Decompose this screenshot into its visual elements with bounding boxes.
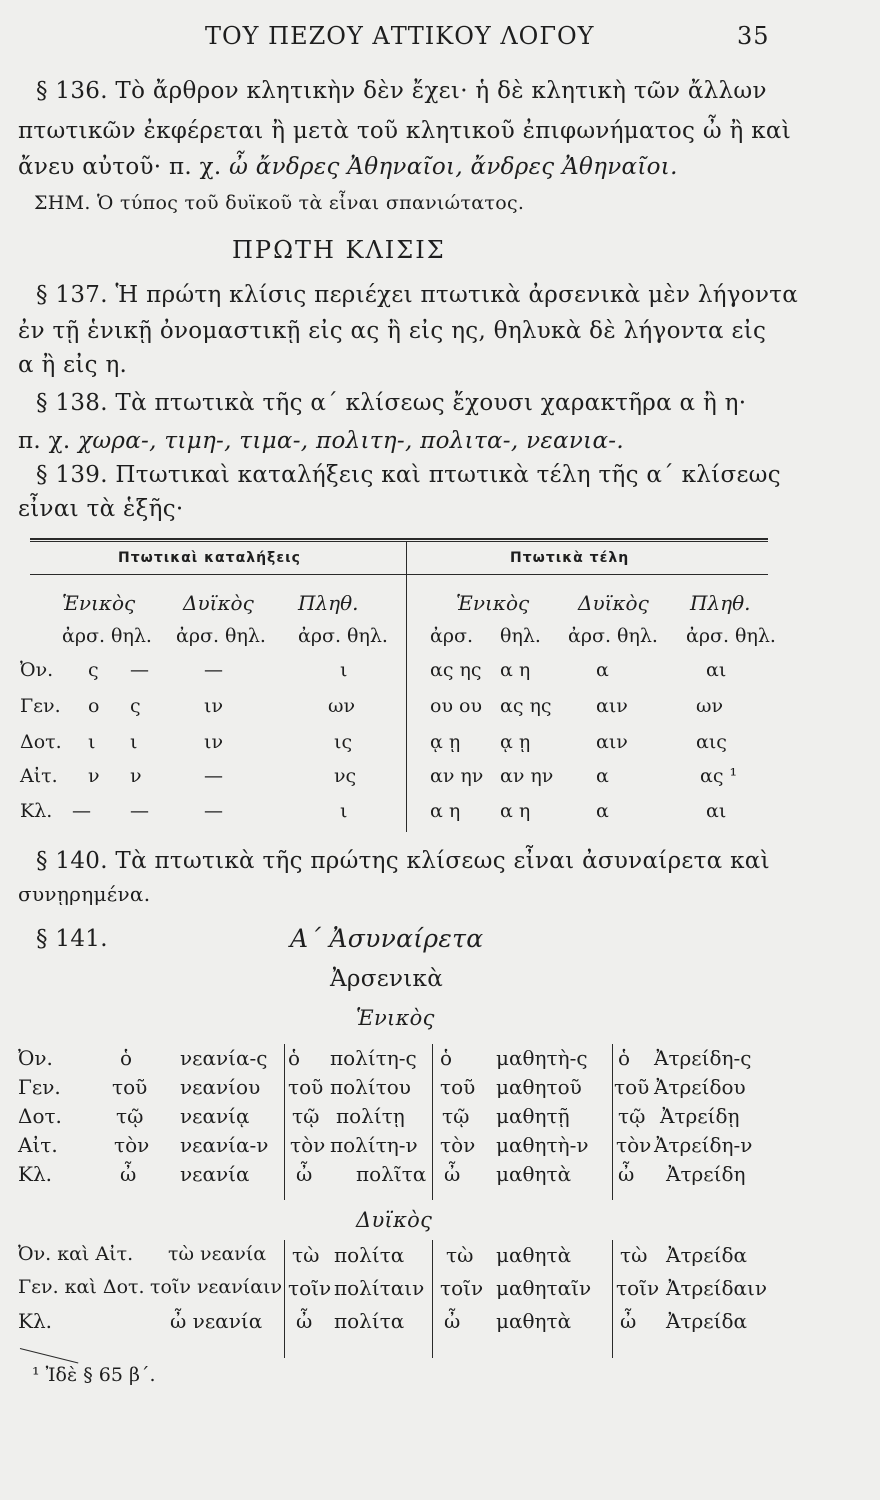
s141-title: Α΄ Ἀσυναίρετα (290, 924, 484, 953)
noun-form: νεανίου (180, 1075, 261, 1099)
page-number: 35 (737, 22, 770, 50)
article: ὁ (288, 1046, 301, 1070)
paradigm-dual-divider-1 (284, 1240, 285, 1358)
noun-form: νεανία (180, 1162, 250, 1186)
heading-first-declension: ΠΡΩΤΗ ΚΛΙΣΙΣ (232, 236, 446, 264)
table-cell: α (596, 659, 609, 681)
paradigm-divider-2 (432, 1044, 433, 1200)
s138-line2: π. χ. χωρα-, τιμη-, τιμα-, πολιτη-, πολιτα-, νεανια-. (18, 428, 624, 454)
table-cell: ι (88, 731, 96, 753)
case-label: Γεν. (20, 695, 61, 717)
s136-line2: πτωτικῶν ἐκφέρεται ἢ μετὰ τοῦ κλητικοῦ ἐπιφωνήματος ὦ ἢ καὶ (18, 118, 792, 144)
case-label: Αἰτ. (20, 765, 58, 787)
s136-note: ΣΗΜ. Ὁ τύπος τοῦ δυϊκοῦ τὰ εἶναι σπανιώτατος. (34, 192, 525, 214)
endings-right-title: Πτωτικὰ τέλη (510, 550, 630, 566)
noun-form: Ἀτρείδη-ν (654, 1133, 753, 1157)
article: τὼ (292, 1243, 320, 1267)
article: τοῦ (614, 1075, 650, 1099)
noun-form: νεανία-ν (180, 1133, 269, 1157)
article: ὁ (120, 1046, 133, 1070)
noun-form: τὼ νεανία (168, 1243, 267, 1265)
s137-line2: ἐν τῇ ἑνικῇ ὀνομαστικῇ εἰς ας ἢ εἰς ης, θηλυκὰ δὲ λήγοντα εἰς (18, 318, 767, 344)
s139-line1: § 139. Πτωτικαὶ καταλήξεις καὶ πτωτικὰ τέλη τῆς α΄ κλίσεως (36, 462, 781, 488)
right-number-dual: Δυϊκὸς (578, 591, 649, 615)
noun-form: μαθητὴ-ν (496, 1133, 589, 1157)
table-cell: ν (88, 765, 100, 787)
s137-line1: § 137. Ἡ πρώτη κλίσις περιέχει πτωτικὰ ἀρσενικὰ μὲν λήγοντα (36, 282, 799, 308)
article: ὦ (444, 1162, 461, 1186)
s137-line3: α ἢ εἰς η. (18, 352, 128, 378)
noun-form: μαθηταῖν (496, 1276, 592, 1300)
table-cell: ο (88, 695, 100, 717)
paradigm-dual-divider-3 (612, 1240, 613, 1358)
noun-form: μαθητοῦ (496, 1075, 582, 1099)
noun-form: Ἀτρείδα (666, 1309, 748, 1333)
right-gender-2: θηλ. (500, 625, 541, 647)
noun-form: μαθητὰ (496, 1162, 572, 1186)
table-cell: ων (328, 695, 356, 717)
article: τοῦ (288, 1075, 324, 1099)
table-cell: α η (500, 659, 531, 681)
table-cell: α η (500, 800, 531, 822)
noun-form: πολίτου (330, 1075, 411, 1099)
table-cell: — (130, 800, 149, 822)
table-cell: αν ην (500, 765, 554, 787)
paradigm-divider-3 (612, 1044, 613, 1200)
noun-form: Ἀτρείδου (654, 1075, 746, 1099)
noun-form: Ἀτρείδαιν (666, 1276, 768, 1300)
article: τὼ (620, 1243, 648, 1267)
table-divider (406, 542, 407, 832)
table-cell: ων (696, 695, 724, 717)
table-cell: ι (340, 659, 348, 681)
article: τῷ (442, 1104, 470, 1128)
case-label: Κλ. (18, 1162, 52, 1186)
endings-left-title: Πτωτικαὶ καταλήξεις (118, 550, 301, 566)
table-cell: α (596, 765, 609, 787)
table-top-rule-thin (30, 541, 768, 542)
table-cell: ᾳ ῃ (500, 731, 531, 753)
right-number-singular: Ἑνικὸς (456, 591, 530, 615)
case-label: Δοτ. (18, 1104, 62, 1128)
table-cell: — (72, 800, 91, 822)
noun-form: Ἀτρείδη (666, 1162, 746, 1186)
article: ὦ (618, 1162, 635, 1186)
s141-dual-label: Δυϊκὸς (356, 1208, 433, 1232)
left-gender-1: ἀρσ. θηλ. (62, 625, 152, 647)
article: τῷ (292, 1104, 320, 1128)
article: τοῖν (616, 1276, 660, 1300)
table-cell: ν (130, 765, 142, 787)
article: τοῦ (112, 1075, 148, 1099)
case-label: Κλ. (18, 1309, 52, 1333)
article: ὁ (440, 1046, 453, 1070)
table-cell: αι (706, 800, 727, 822)
noun-form: νεανίᾳ (180, 1104, 250, 1128)
article: τὸν (616, 1133, 652, 1157)
noun-form: Ἀτρείδη-ς (654, 1046, 752, 1070)
table-cell: — (204, 659, 223, 681)
table-cell: — (130, 659, 149, 681)
case-label: Γεν. (18, 1075, 61, 1099)
article: τὸν (290, 1133, 326, 1157)
noun-form: πολίτῃ (336, 1104, 405, 1128)
noun-form: ὦ νεανία (170, 1309, 263, 1333)
noun-form: Ἀτρείδῃ (660, 1104, 740, 1128)
table-cell: νς (334, 765, 357, 787)
noun-form: μαθητὰ (496, 1309, 572, 1333)
table-cell: α η (430, 800, 461, 822)
s141-singular-label: Ἑνικὸς (356, 1006, 435, 1030)
right-gender-3: ἀρσ. θηλ. (568, 625, 658, 647)
paradigm-dual-divider-2 (432, 1240, 433, 1358)
table-cell: ι (130, 731, 138, 753)
case-label: Αἰτ. (18, 1133, 58, 1157)
case-label: Ὀν. καὶ Αἰτ. (18, 1243, 134, 1265)
article: ὁ (618, 1046, 631, 1070)
article: τὼ (446, 1243, 474, 1267)
table-cell: ι (340, 800, 348, 822)
case-label: Κλ. (20, 800, 53, 822)
left-number-dual: Δυϊκὸς (183, 591, 254, 615)
table-cell: ας ης (500, 695, 552, 717)
article: ὦ (296, 1162, 313, 1186)
table-cell: ας ης (430, 659, 482, 681)
article: τῷ (618, 1104, 646, 1128)
article: τοῦ (440, 1075, 476, 1099)
noun-form: μαθητὰ (496, 1243, 572, 1267)
s140-line2: συνῃρημένα. (18, 882, 151, 906)
article: ὦ (620, 1309, 637, 1333)
article: τὸν (440, 1133, 476, 1157)
table-cell: ου ου (430, 695, 483, 717)
article: ὦ (296, 1309, 313, 1333)
table-cell: α (596, 800, 609, 822)
noun-form: πολίτα (334, 1243, 405, 1267)
s139-line2: εἶναι τὰ ἑξῆς· (18, 496, 184, 522)
noun-form: νεανία-ς (180, 1046, 268, 1070)
article: τοῖν (440, 1276, 484, 1300)
table-cell: αι (706, 659, 727, 681)
s136-line1: § 136. Τὸ ἄρθρον κλητικὴν δὲν ἔχει· ἡ δὲ κλητικὴ τῶν ἄλλων (36, 78, 767, 104)
case-label: Ὀν. (20, 659, 54, 681)
s140-line1: § 140. Τὰ πτωτικὰ τῆς πρώτης κλίσεως εἶναι ἀσυναίρετα καὶ (36, 848, 770, 874)
case-label: Ὀν. (18, 1046, 53, 1070)
footnote-rule (20, 1348, 78, 1363)
left-number-singular: Ἑνικὸς (62, 591, 136, 615)
article: τὸν (114, 1133, 150, 1157)
right-gender-1: ἀρσ. (430, 625, 474, 647)
table-cell: ιν (204, 695, 223, 717)
table-cell: αν ην (430, 765, 484, 787)
article: τοῖν (288, 1276, 332, 1300)
noun-form: πολῖτα (356, 1162, 427, 1186)
article: τῷ (116, 1104, 144, 1128)
footnote: ¹ Ἰδὲ § 65 β΄. (32, 1364, 156, 1386)
table-top-rule (30, 538, 768, 540)
noun-form: τοῖν νεανίαιν (150, 1276, 283, 1298)
running-header: ΤΟΥ ΠΕΖΟΥ ΑΤΤΙΚΟΥ ΛΟΓΟΥ (205, 22, 595, 50)
noun-form: πολίτα (334, 1309, 405, 1333)
table-cell: ς (130, 695, 141, 717)
noun-form: πολίτη-ς (330, 1046, 417, 1070)
table-cell: ς (88, 659, 99, 681)
noun-form: Ἀτρείδα (666, 1243, 748, 1267)
s141-number: § 141. (36, 926, 108, 952)
article: ὦ (120, 1162, 137, 1186)
table-cell: αιν (596, 731, 628, 753)
table-cell: αιν (596, 695, 628, 717)
left-gender-3: ἀρσ. θηλ. (298, 625, 388, 647)
table-header-rule (30, 574, 768, 575)
table-cell: ιν (204, 731, 223, 753)
table-cell: αις (696, 731, 727, 753)
noun-form: μαθητὴ-ς (496, 1046, 588, 1070)
table-cell: ᾳ ῃ (430, 731, 461, 753)
s136-line3: ἄνευ αὐτοῦ· π. χ. ὦ ἄνδρες Ἀθηναῖοι, ἄνδρες Ἀθηναῖοι. (18, 154, 678, 180)
s138-line1: § 138. Τὰ πτωτικὰ τῆς α΄ κλίσεως ἔχουσι χαρακτῆρα α ἢ η· (36, 390, 747, 416)
article: ὦ (444, 1309, 461, 1333)
left-gender-2: ἀρσ. θηλ. (176, 625, 266, 647)
noun-form: μαθητῇ (496, 1104, 570, 1128)
case-label: Δοτ. (20, 731, 62, 753)
right-gender-4: ἀρσ. θηλ. (686, 625, 776, 647)
case-label: Γεν. καὶ Δοτ. (18, 1276, 145, 1298)
table-cell: — (204, 765, 223, 787)
noun-form: πολίταιν (334, 1276, 425, 1300)
noun-form: πολίτη-ν (330, 1133, 418, 1157)
paradigm-divider-1 (284, 1044, 285, 1200)
left-number-plural: Πληθ. (298, 591, 359, 615)
table-cell: — (204, 800, 223, 822)
s141-subtitle: Ἀρσενικὰ (330, 966, 444, 992)
table-cell: ις (334, 731, 353, 753)
table-cell: ας ¹ (700, 765, 738, 787)
right-number-plural: Πληθ. (690, 591, 751, 615)
